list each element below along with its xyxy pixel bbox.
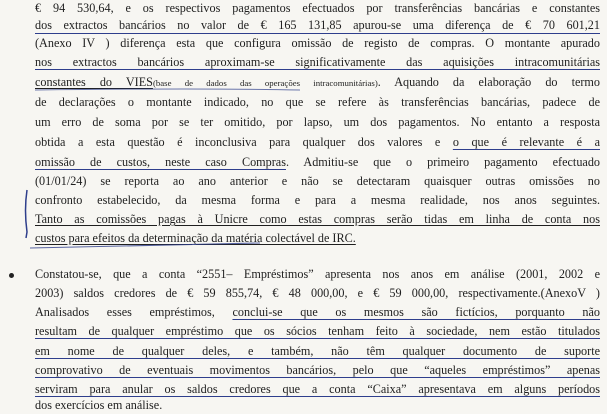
text-segment-underlined: comprovativo de eventuais movimentos bancários, pelo que “aqueles empréstimos” apenas: [35, 363, 600, 377]
text-segment-small: (base de dados das operações intracomunitárias): [152, 78, 378, 88]
text-segment: dos extractos bancários no valor de € 165 131,85 apurou-se uma diferença de € 70 601,21: [35, 18, 600, 32]
text-segment: (01/01/24) se reporta ao ano anterior e não se detectaram quaisquer outras omissões no: [35, 174, 600, 188]
text-line: [35, 74, 600, 91]
text-line: [35, 343, 600, 360]
text-line: [35, 173, 600, 190]
text-line: [35, 211, 600, 228]
text-line: [35, 154, 600, 171]
text-segment: . Admitiu-se que o primeiro pagamento efectuado: [285, 155, 600, 169]
text-segment: de declarações o montante indicado, no que se refere às transferências bancárias, padece de: [35, 95, 600, 109]
text-line: [35, 35, 600, 52]
text-line: [35, 285, 600, 302]
text-segment: confronto estabelecido, da mesma forma e para a mesma realidade, nos anos seguintes.: [35, 193, 600, 207]
text-segment-underlined: resultam de qualquer empréstimo que os sócios tenham feito à sociedade, nem estão titulados: [35, 324, 600, 338]
text-line: [35, 134, 600, 151]
text-segment-underlined: conclui-se que os mesmos são fictícios, porquanto não: [232, 305, 600, 319]
text-segment: obtida a esta questão é inconclusiva para qualquer dos valores e: [35, 135, 453, 149]
text-line: [35, 54, 600, 71]
text-segment-underlined: o que é relevante é a: [452, 135, 600, 149]
text-line: [35, 304, 600, 321]
text-segment: . Aquando da elaboração do termo: [377, 75, 600, 89]
text-line: [35, 0, 600, 17]
text-segment: 2003) saldos credores de € 59 855,74, € 48 000,00, e € 59 000,00, respectivamente.(AnexoV ): [35, 286, 600, 300]
text-segment-underlined: omissão de custos, neste caso Compras: [35, 155, 286, 169]
text-segment-underlined: em nome de qualquer deles, e também, não têm qualquer documento de suporte: [35, 344, 600, 358]
text-segment: um erro de soma por se ter omitido, por lapso, um dos pagamentos. No entanto a resposta: [35, 115, 600, 129]
text-segment: dos exercícios em análise.: [35, 398, 163, 412]
text-line: [35, 323, 600, 340]
text-segment: € 94 530,64, e os respectivos pagamentos efectuados por transferências bancárias e constantes: [35, 1, 600, 15]
text-line: [35, 397, 600, 414]
bullet-point: [9, 273, 14, 278]
text-line: [35, 192, 600, 209]
text-segment: Tanto as comissões pagas à Unicre como estas compras serão tidas em linha de conta nos: [35, 212, 600, 226]
text-segment: (Anexo IV ) diferença esta que configura omissão de registo de compras. O montante apurado: [35, 36, 600, 50]
text-segment: custos para efeitos da determinação da matéria colectável de IRC.: [35, 231, 356, 245]
text-line: [35, 94, 600, 111]
text-segment: constantes do VIES: [35, 75, 153, 89]
text-segment-underlined: serviram para anular os saldos credores que a conta “Caixa” apresentava em alguns períodos: [35, 382, 600, 396]
text-segment: nos extractos bancários aproximam-se significativamente das aquisições intracomunitárias: [35, 55, 600, 69]
text-line: [35, 362, 600, 379]
pen-margin-mark: [26, 190, 28, 238]
text-segment: Analisados esses empréstimos,: [35, 305, 233, 319]
text-line: [35, 17, 600, 34]
text-line: [35, 381, 600, 398]
text-line: [35, 114, 600, 131]
text-segment: Constatou-se, que a conta “2551– Empréstimos” apresenta nos anos em análise (2001, 2002 e: [35, 267, 600, 281]
text-line: [35, 266, 600, 283]
text-line: [35, 230, 600, 247]
